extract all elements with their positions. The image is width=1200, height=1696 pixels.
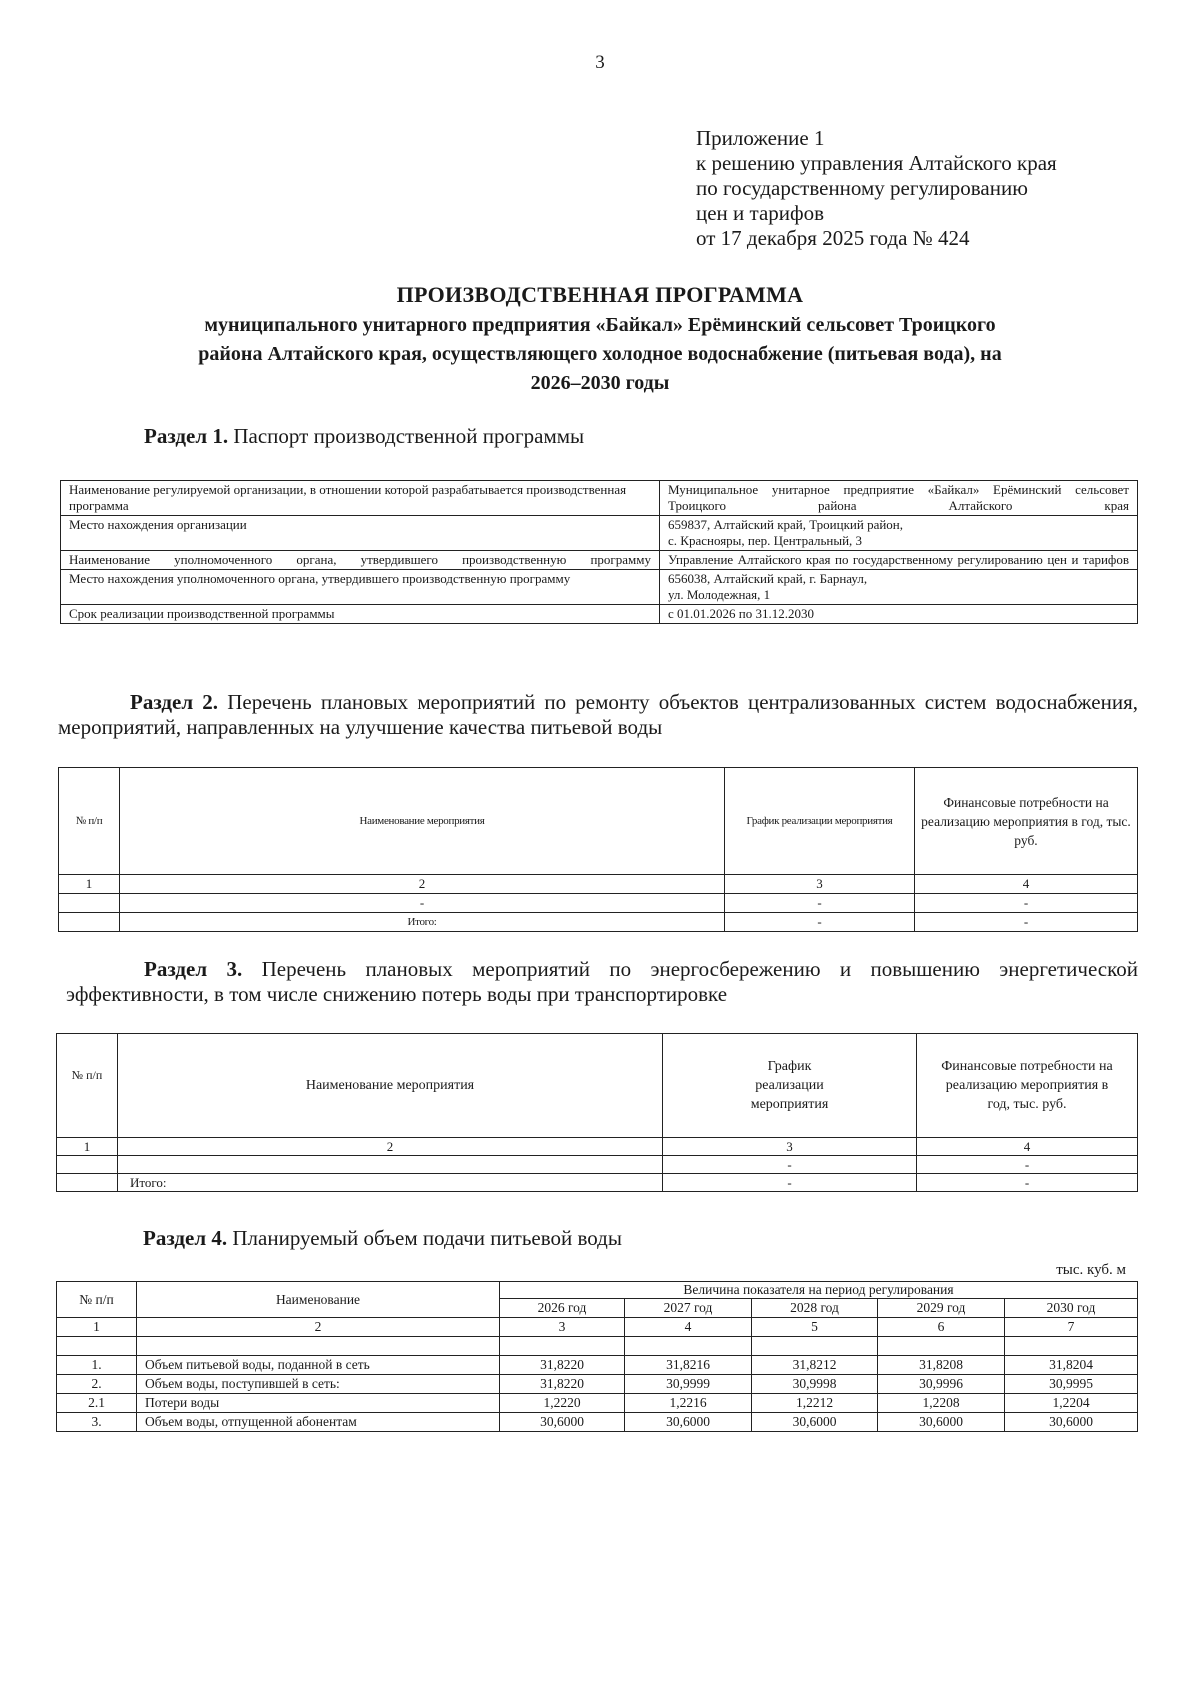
column-number: 7	[1005, 1318, 1138, 1337]
passport-value: с 01.01.2026 по 31.12.2030	[660, 605, 1138, 624]
cell-value: 30,6000	[752, 1413, 878, 1432]
table-header-row	[57, 1034, 1138, 1138]
column-header-num: № п/п	[57, 1034, 118, 1138]
section1-heading	[144, 424, 584, 449]
passport-value-line: с. Краснояры, пер. Центральный, 3	[668, 533, 863, 548]
column-header-finance: Финансовые потребности на реализацию мероприятия в год, тыс. руб.	[915, 768, 1138, 875]
appendix-line: от 17 декабря 2025 года № 424	[696, 226, 970, 250]
passport-value: Управление Алтайского края по государственному регулированию цен и тарифов	[660, 551, 1138, 570]
column-header-year: 2029 год	[878, 1299, 1005, 1318]
column-number: 2	[118, 1138, 663, 1156]
cell-name	[118, 1156, 663, 1174]
cell-num: 2.1	[57, 1394, 137, 1413]
column-header-finance: Финансовые потребности на реализацию мероприятия в год, тыс. руб.	[917, 1034, 1138, 1138]
passport-table	[60, 480, 1138, 624]
cell-name: -	[120, 894, 725, 913]
column-number: 4	[625, 1318, 752, 1337]
cell-value: 31,8220	[500, 1356, 625, 1375]
cell-value: 31,8204	[1005, 1356, 1138, 1375]
subtitle-line: района Алтайского края, осуществляющего холодное водоснабжение (питьевая вода), на	[198, 343, 1002, 365]
cell-finance: -	[917, 1174, 1138, 1192]
cell-value: 30,9995	[1005, 1375, 1138, 1394]
cell-num	[57, 1156, 118, 1174]
appendix-line: к решению управления Алтайского края	[696, 151, 1057, 175]
cell-num: 3.	[57, 1413, 137, 1432]
cell-value: 30,9999	[625, 1375, 752, 1394]
table-header-row	[57, 1282, 1138, 1299]
table-row	[57, 1394, 1138, 1413]
column-header-year: 2030 год	[1005, 1299, 1138, 1318]
passport-label: Наименование уполномоченного органа, утвердившего производственную программу	[61, 551, 660, 570]
cell-name: Потери воды	[137, 1394, 500, 1413]
cell-finance: -	[917, 1156, 1138, 1174]
passport-value-line: 656038, Алтайский край, г. Барнаул,	[668, 571, 868, 586]
section4-table	[56, 1281, 1138, 1432]
empty-cell	[1005, 1337, 1138, 1356]
cell-value: 30,9996	[878, 1375, 1005, 1394]
column-numbers-row	[57, 1138, 1138, 1156]
cell-name: Объем воды, поступившей в сеть:	[137, 1375, 500, 1394]
total-label: Итого:	[118, 1174, 663, 1192]
cell-value: 1,2204	[1005, 1394, 1138, 1413]
column-number: 3	[500, 1318, 625, 1337]
cell-value: 31,8220	[500, 1375, 625, 1394]
table-row	[61, 605, 1138, 624]
page-number: 3	[595, 52, 605, 73]
section2-label: Раздел 2.	[130, 690, 219, 714]
cell-value: 30,6000	[878, 1413, 1005, 1432]
column-header-year: 2027 год	[625, 1299, 752, 1318]
column-numbers-row	[59, 875, 1138, 894]
section3-text: Перечень плановых мероприятий по энергосбережению и повышению энергетической эффективности, в том числе снижению потерь воды при транспортировке	[66, 957, 1139, 1006]
passport-value-line: ул. Молодежная, 1	[668, 587, 771, 602]
table-row	[57, 1413, 1138, 1432]
cell-value: 30,6000	[500, 1413, 625, 1432]
column-header-year: 2028 год	[752, 1299, 878, 1318]
document-subtitle	[60, 311, 1140, 398]
column-number: 3	[663, 1138, 917, 1156]
section3-table	[56, 1033, 1138, 1192]
column-header-name: Наименование мероприятия	[118, 1034, 663, 1138]
passport-value-line: 659837, Алтайский край, Троицкий район,	[668, 517, 904, 532]
empty-cell	[752, 1337, 878, 1356]
table-row	[61, 570, 1138, 605]
column-number: 3	[725, 875, 915, 894]
cell-value: 1,2208	[878, 1394, 1005, 1413]
cell-value: 30,6000	[1005, 1413, 1138, 1432]
cell-num	[57, 1174, 118, 1192]
cell-value: 31,8212	[752, 1356, 878, 1375]
section3-heading	[66, 957, 1138, 1007]
column-number: 4	[915, 875, 1138, 894]
column-header-schedule: График реализации мероприятия	[725, 768, 915, 875]
cell-value: 1,2220	[500, 1394, 625, 1413]
column-header-num: № п/п	[57, 1282, 137, 1318]
document-title: ПРОИЗВОДСТВЕННАЯ ПРОГРАММА	[396, 282, 804, 307]
section2-table	[58, 767, 1138, 932]
column-number: 6	[878, 1318, 1005, 1337]
cell-schedule: -	[725, 913, 915, 932]
cell-num: 2.	[57, 1375, 137, 1394]
table-row	[61, 481, 1138, 516]
column-header-num: № п/п	[59, 768, 120, 875]
passport-label: Место нахождения организации	[61, 516, 660, 551]
cell-value: 30,9998	[752, 1375, 878, 1394]
cell-value: 31,8208	[878, 1356, 1005, 1375]
empty-cell	[500, 1337, 625, 1356]
table-row	[61, 516, 1138, 551]
subtitle-line: муниципального унитарного предприятия «Байкал» Ерёминский сельсовет Троицкого	[204, 314, 996, 336]
column-number: 5	[752, 1318, 878, 1337]
cell-finance: -	[915, 894, 1138, 913]
empty-row	[57, 1337, 1138, 1356]
cell-num	[59, 894, 120, 913]
empty-cell	[878, 1337, 1005, 1356]
passport-value	[660, 516, 1138, 551]
cell-name: Объем питьевой воды, поданной в сеть	[137, 1356, 500, 1375]
section1-label: Раздел 1.	[144, 424, 229, 448]
total-row	[59, 913, 1138, 932]
appendix-block	[696, 126, 1057, 251]
column-header-name: Наименование мероприятия	[120, 768, 725, 875]
section2-heading	[58, 690, 1138, 740]
table-row	[57, 1356, 1138, 1375]
column-header-group: Величина показателя на период регулирования	[500, 1282, 1138, 1299]
empty-cell	[137, 1337, 500, 1356]
passport-label: Место нахождения уполномоченного органа, утвердившего производственную программу	[61, 570, 660, 605]
cell-value: 31,8216	[625, 1356, 752, 1375]
appendix-line: цен и тарифов	[696, 201, 825, 225]
appendix-line: Приложение 1	[696, 126, 825, 150]
section3-label: Раздел 3.	[144, 957, 243, 981]
subtitle-line: 2026–2030 годы	[530, 372, 670, 394]
column-header-year: 2026 год	[500, 1299, 625, 1318]
units-label: тыс. куб. м	[1056, 1262, 1126, 1278]
empty-cell	[57, 1337, 137, 1356]
cell-num	[59, 913, 120, 932]
column-number: 2	[120, 875, 725, 894]
cell-num: 1.	[57, 1356, 137, 1375]
cell-schedule: -	[725, 894, 915, 913]
total-row	[57, 1174, 1138, 1192]
table-header-row	[59, 768, 1138, 875]
section4-text: Планируемый объем подачи питьевой воды	[232, 1226, 622, 1250]
table-row	[61, 551, 1138, 570]
column-number: 2	[137, 1318, 500, 1337]
passport-value	[660, 570, 1138, 605]
passport-label: Наименование регулируемой организации, в отношении которой разрабатывается производственная программа	[61, 481, 660, 516]
passport-value: Муниципальное унитарное предприятие «Байкал» Ерёминский сельсовет Троицкого района Алтайского края	[660, 481, 1138, 516]
section2-text: Перечень плановых мероприятий по ремонту объектов централизованных систем водоснабжения, мероприятий, направленных на улучшение качества питьевой воды	[58, 690, 1138, 739]
section1-text: Паспорт производственной программы	[233, 424, 585, 448]
table-row	[59, 894, 1138, 913]
empty-cell	[625, 1337, 752, 1356]
cell-name: Объем воды, отпущенной абонентам	[137, 1413, 500, 1432]
column-header-name: Наименование	[137, 1282, 500, 1318]
table-row	[57, 1156, 1138, 1174]
appendix-line: по государственному регулированию	[696, 176, 1028, 200]
column-number: 1	[57, 1138, 118, 1156]
section4-heading	[143, 1226, 622, 1251]
column-number: 4	[917, 1138, 1138, 1156]
passport-label: Срок реализации производственной программы	[61, 605, 660, 624]
column-numbers-row	[57, 1318, 1138, 1337]
column-number: 1	[59, 875, 120, 894]
cell-value: 1,2216	[625, 1394, 752, 1413]
cell-value: 30,6000	[625, 1413, 752, 1432]
column-header-schedule: График реализации мероприятия	[663, 1034, 917, 1138]
table-row	[57, 1375, 1138, 1394]
cell-schedule: -	[663, 1174, 917, 1192]
cell-schedule: -	[663, 1156, 917, 1174]
column-number: 1	[57, 1318, 137, 1337]
section4-label: Раздел 4.	[143, 1226, 228, 1250]
cell-value: 1,2212	[752, 1394, 878, 1413]
cell-finance: -	[915, 913, 1138, 932]
total-label: Итого:	[120, 913, 725, 932]
